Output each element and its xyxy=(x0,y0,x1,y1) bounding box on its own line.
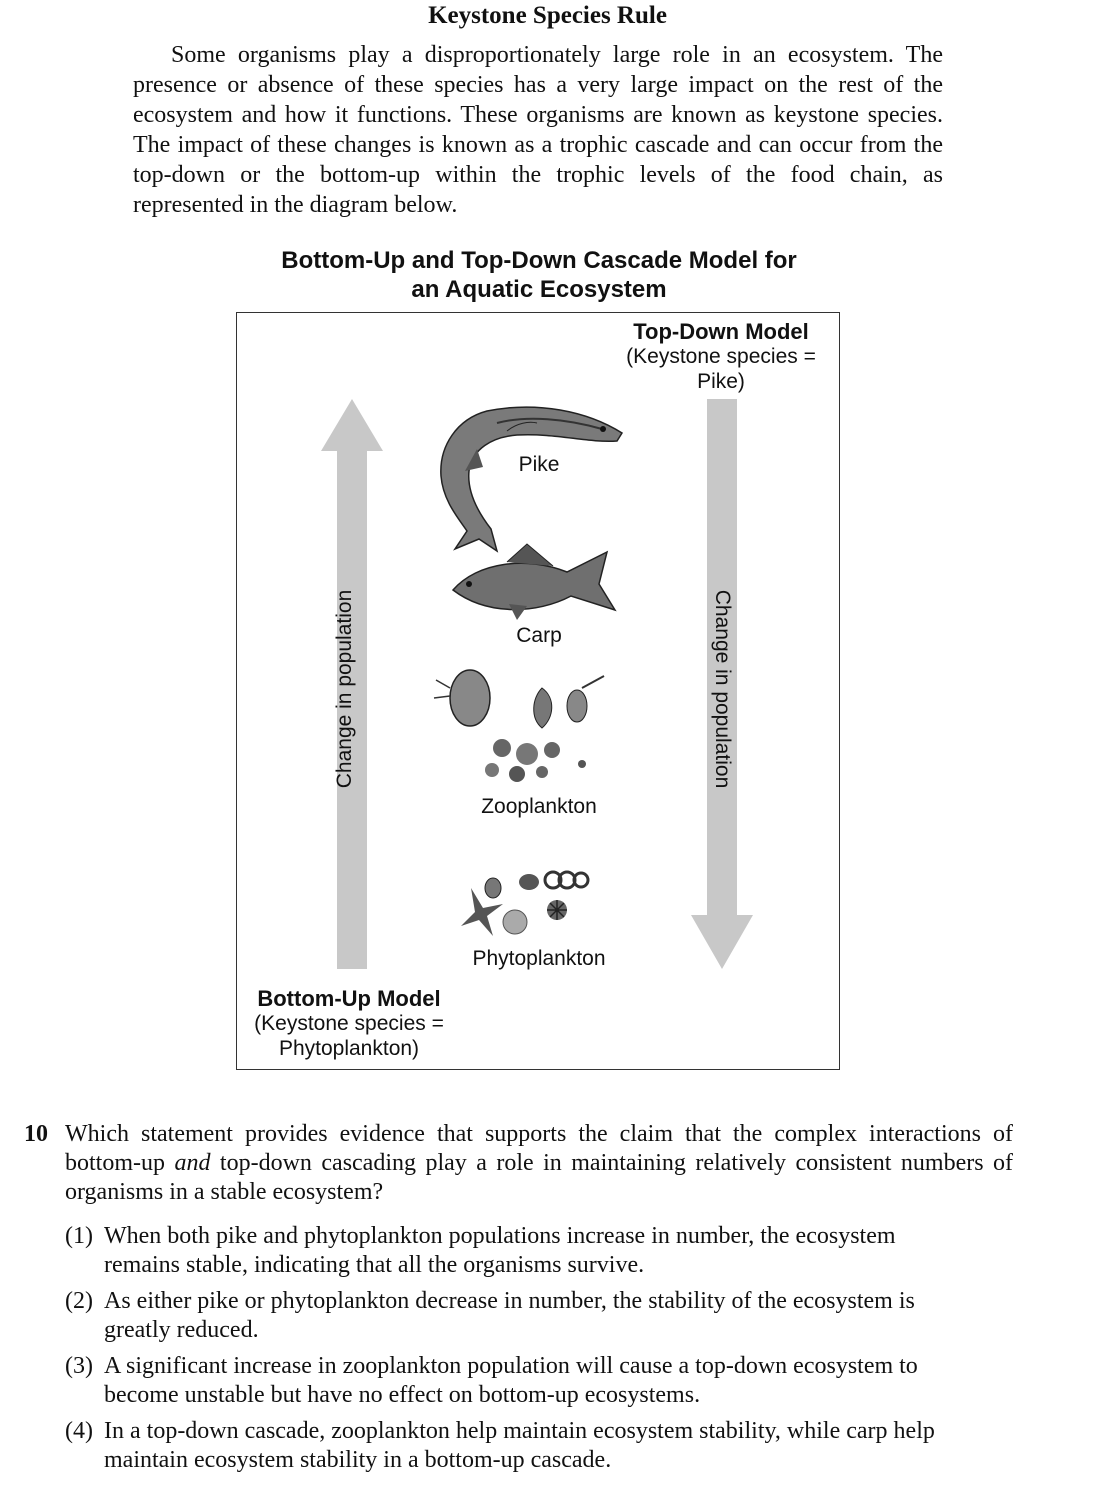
option-number: (4) xyxy=(65,1418,93,1444)
diagram-title xyxy=(236,246,842,304)
option-number: (3) xyxy=(65,1353,93,1379)
zooplankton-illustration xyxy=(432,658,622,788)
question-stem-part1: Which statement provides evidence that supports the claim that the complex interactions of bottom-up xyxy=(65,1121,1013,1176)
question-stem xyxy=(65,1120,1013,1207)
question-stem-part2: top-down cascading play a role in maintaining relatively consistent numbers of organisms in a stable ecosystem? xyxy=(65,1150,1013,1205)
bottom-up-keystone: (Keystone species = xyxy=(254,1012,444,1035)
option-text: When both pike and phytoplankton populations increase in number, the ecosystem remains stable, indicating that all the organisms survive. xyxy=(104,1223,896,1278)
page-heading: Keystone Species Rule xyxy=(428,2,667,29)
bottom-up-keystone-name: Phytoplankton) xyxy=(278,1037,420,1060)
right-arrow-label: Change in population xyxy=(711,589,734,789)
bottom-up-title: Bottom-Up Model xyxy=(257,986,441,1011)
organism-label-zooplankton: Zooplankton xyxy=(481,795,597,818)
diagram-title-line2: an Aquatic Ecosystem xyxy=(411,276,667,303)
organism-label-pike: Pike xyxy=(518,453,560,476)
organism-label-phytoplankton: Phytoplankton xyxy=(472,947,606,970)
question-stem-emphasis: and xyxy=(174,1150,211,1176)
diagram-title-line1: Bottom-Up and Top-Down Cascade Model for xyxy=(281,247,797,274)
option-text: In a top-down cascade, zooplankton help maintain ecosystem stability, while carp help maintain ecosystem stability in a bottom-up cascade. xyxy=(104,1418,935,1473)
intro-paragraph: Some organisms play a disproportionately large role in an ecosystem. The presence or absence of these species has a very large impact on the rest of the ecosystem and how it functions. These organisms are known as keystone species. The impact of these changes is known as a trophic cascade and can occur from the top-down or the bottom-up within the trophic levels of the food chain, as represented in the diagram below. xyxy=(133,42,943,218)
phytoplankton-illustration xyxy=(447,858,617,948)
option-number: (2) xyxy=(65,1288,93,1314)
left-arrow-label: Change in population xyxy=(333,589,356,789)
cascade-diagram xyxy=(236,312,840,1070)
option-number: (1) xyxy=(65,1223,93,1249)
organism-label-carp: Carp xyxy=(516,624,562,647)
top-down-keystone: (Keystone species = xyxy=(626,345,816,368)
top-down-title: Top-Down Model xyxy=(633,319,809,344)
option-text: As either pike or phytoplankton decrease in number, the stability of the ecosystem is greatly reduced. xyxy=(104,1288,915,1343)
top-down-keystone-name: Pike) xyxy=(697,370,745,393)
bottom-up-model-label xyxy=(237,986,461,1061)
question-number: 10 xyxy=(24,1121,48,1147)
option-text: A significant increase in zooplankton population will cause a top-down ecosystem to become unstable but have no effect on bottom-up ecosystems. xyxy=(104,1353,918,1408)
carp-illustration xyxy=(447,538,627,623)
